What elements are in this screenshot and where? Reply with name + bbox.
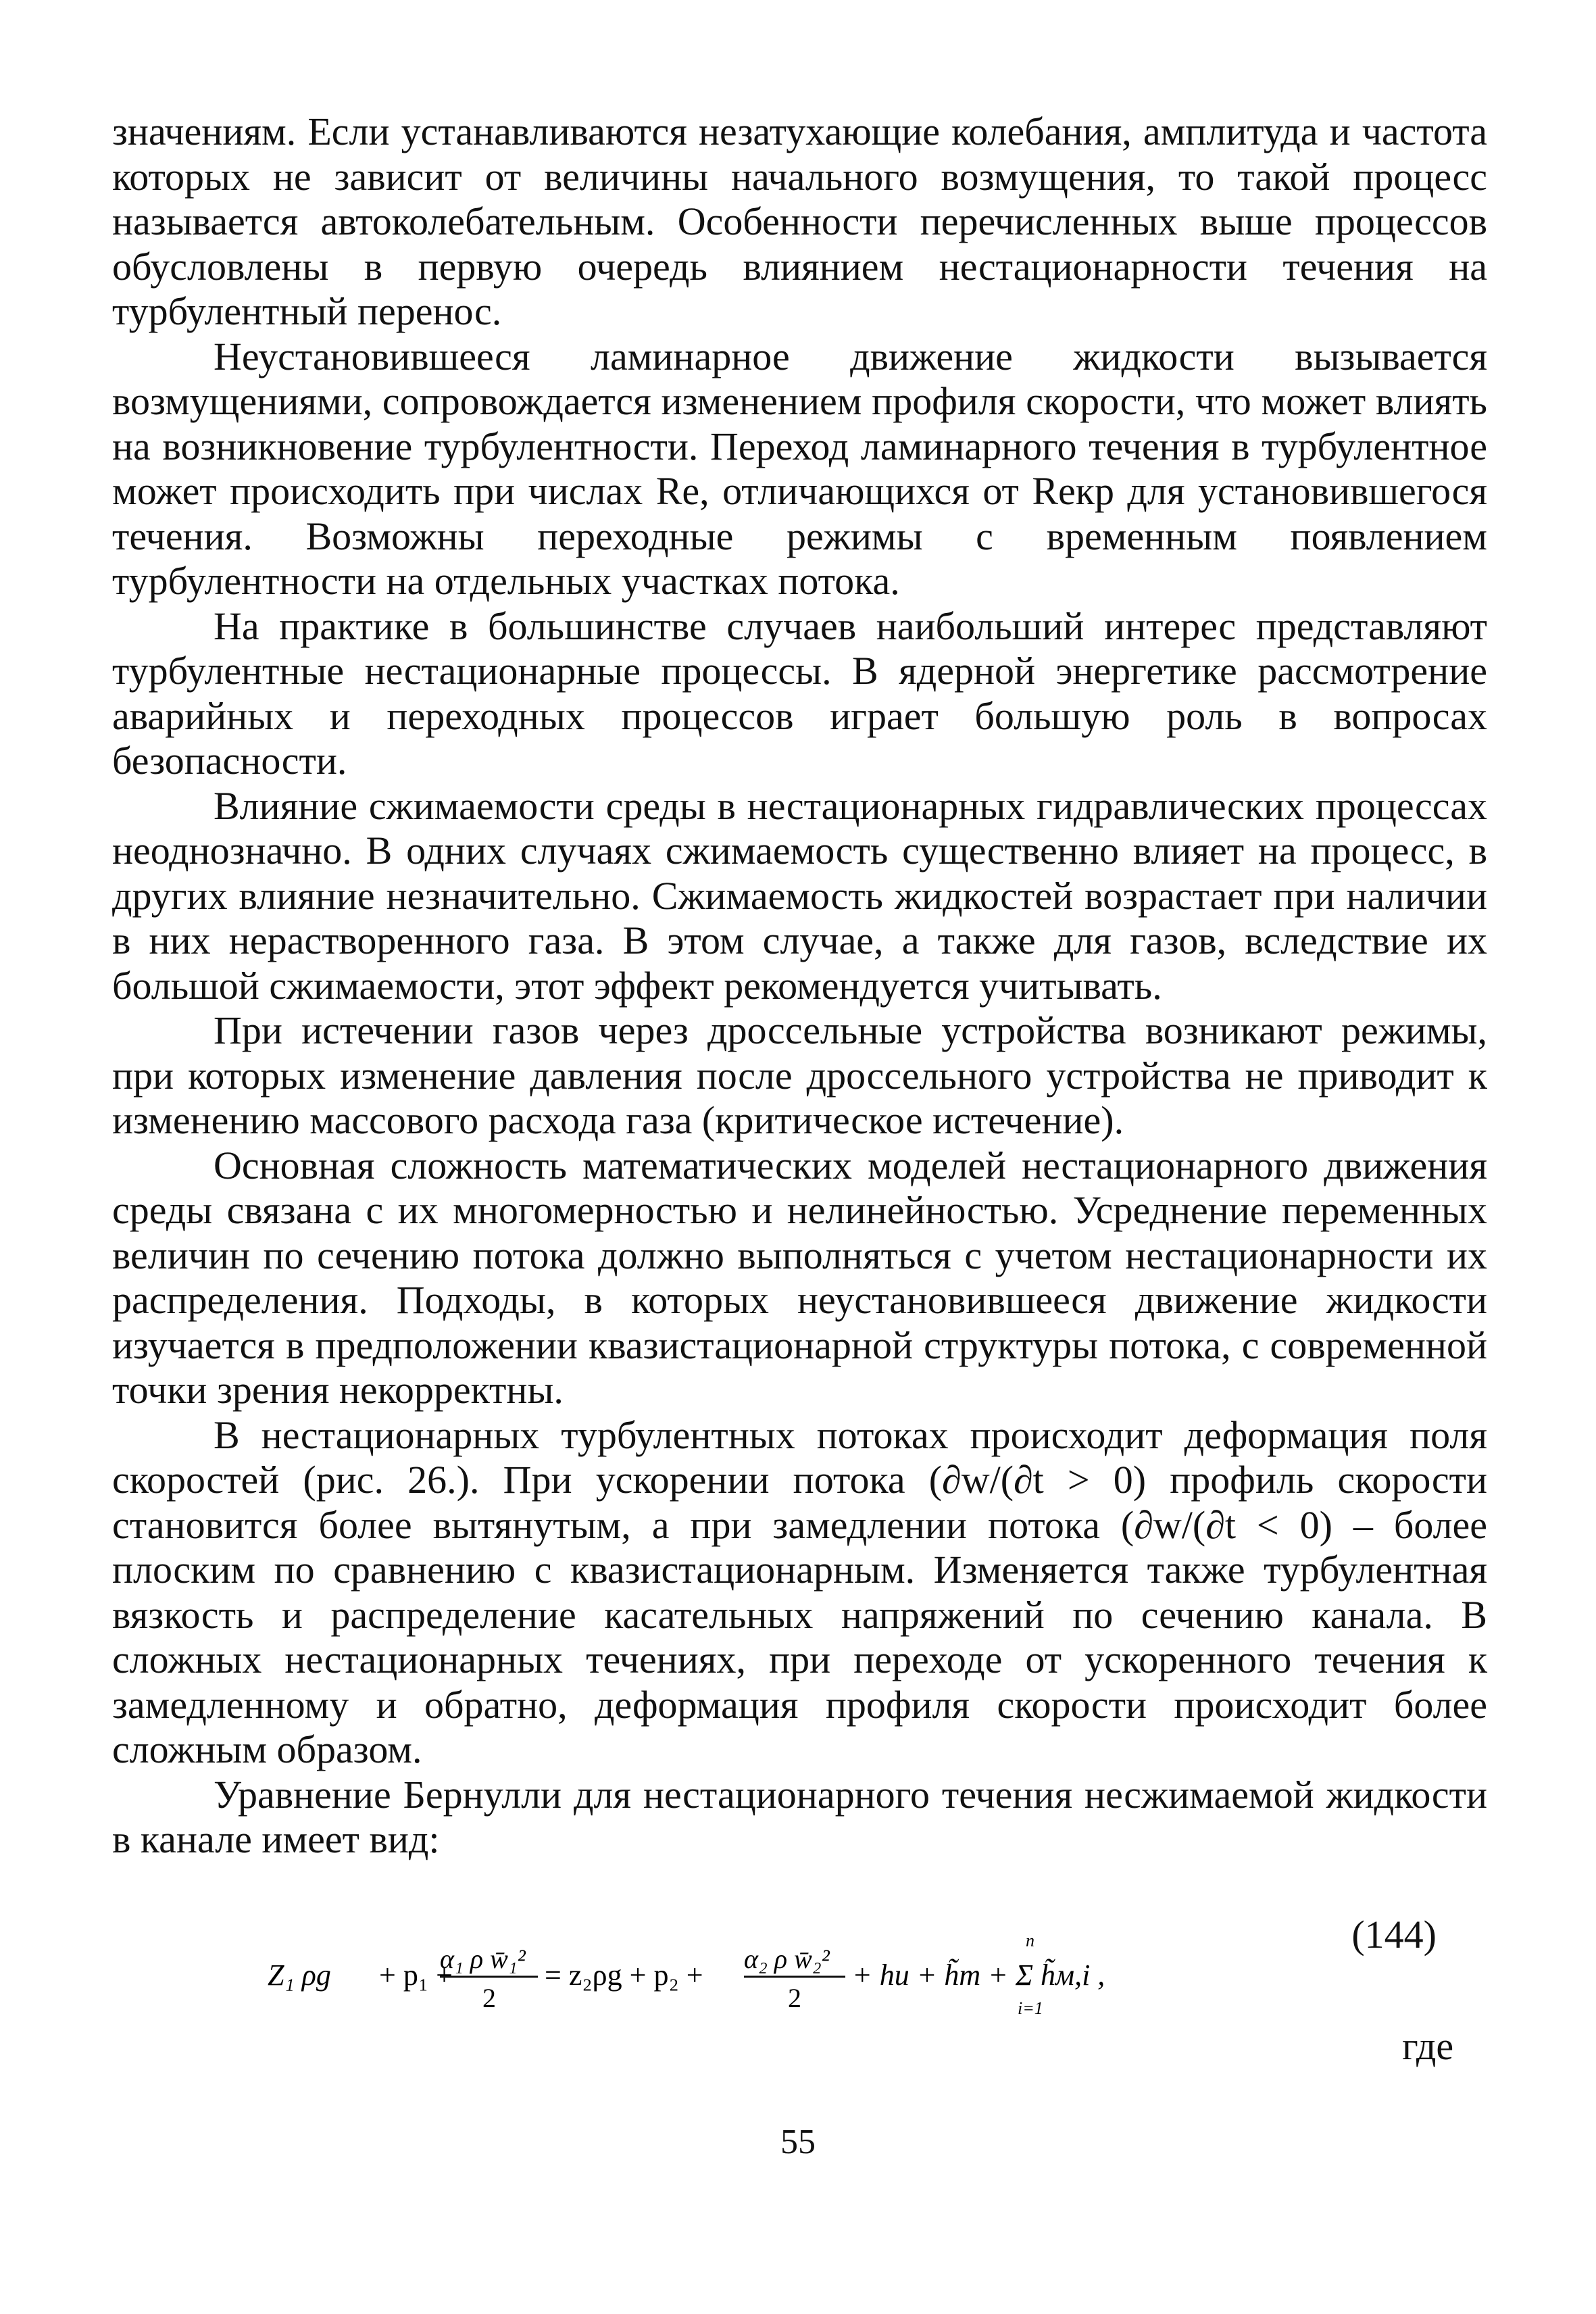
where-word: где	[1402, 2024, 1454, 2068]
paragraph: Неустановившееся ламинарное движение жидкости вызывается возмущениями, сопровождается изменением профиля скорости, что может влиять на возникновение турбулентности. Переход ламинарного течения в турбулентное может происходить при числах Re, отличающихся от Reкр для установившегося течения. Возможны переходные режимы с временным появлением турбулентности на отдельных участках потока.	[112, 334, 1487, 603]
eq-plus1: + p₁ +	[379, 1959, 453, 1992]
eq-sum-top: n	[1026, 1931, 1034, 1950]
eq-frac2-den: 2	[788, 1983, 801, 2013]
paragraph: При истечении газов через дроссельные устройства возникают режимы, при которых изменение давления после дроссельного устройства не приводит к изменению массового расхода газа (критическое истечение).	[112, 1008, 1487, 1142]
eq-middle: = z₂ρg + p₂ +	[545, 1959, 703, 1992]
paragraph: На практике в большинстве случаев наибольший интерес представляют турбулентные нестационарные процессы. В ядерной энергетике рассмотрение аварийных и переходных процессов играет большую роль в вопросах безопасности.	[112, 604, 1487, 783]
eq-lhs: Z₁ ρg	[268, 1959, 331, 1992]
paragraph: Основная сложность математических моделей нестационарного движения среды связана с их многомерностью и нелинейностью. Усреднение переменных величин по сечению потока должно выполняться с учетом нестационарности их распределения. Подходы, в которых неустановившееся движение жидкости изучается в предположении квазистационарной структуры потока, с современной точки зрения некорректны.	[112, 1143, 1487, 1412]
bernoulli-equation	[112, 1913, 1487, 2048]
paragraph: Уравнение Бернулли для нестационарного течения несжимаемой жидкости в канале имеет вид:	[112, 1772, 1487, 1861]
eq-tail: + hи + h̃т + Σ h̃м,i ,	[852, 1959, 1105, 1992]
paragraph: значениям. Если устанавливаются незатухающие колебания, амплитуда и частота которых не зависит от величины начального возмущения, то такой процесс называется автоколебательным. Особенности перечисленных выше процессов обусловлены в первую очередь влиянием нестационарности течения на турбулентный перенос.	[112, 109, 1487, 333]
body-text	[112, 109, 1487, 1863]
paragraph: Влияние сжимаемости среды в нестационарных гидравлических процессах неоднозначно. В одних случаях сжимаемость существенно влияет на процесс, в других влияние незначительно. Сжимаемость жидкостей возрастает при наличии в них нерастворенного газа. В этом случае, а также для газов, вследствие их большой сжимаемости, этот эффект рекомендуется учитывать.	[112, 783, 1487, 1008]
eq-frac2-num: α₂ ρ w̄₂²	[744, 1944, 830, 1974]
paragraph: В нестационарных турбулентных потоках происходит деформация поля скоростей (рис. 26.). При ускорении потока (∂w/(∂t > 0) профиль скорости становится более вытянутым, а при замедлении потока (∂w/(∂t < 0) – более плоским по сравнению с квазистационарным. Изменяется также турбулентная вязкость и распределение касательных напряжений по сечению канала. В сложных нестационарных течениях, при переходе от ускоренного течения к замедленному и обратно, деформация профиля скорости происходит более сложным образом.	[112, 1412, 1487, 1771]
equation-number: (144)	[1351, 1913, 1437, 1956]
page-number: 55	[780, 2123, 816, 2161]
eq-frac1-num: α₁ ρ w̄₁²	[440, 1944, 526, 1974]
eq-sum-bottom: i=1	[1018, 1998, 1043, 2018]
equation-formula	[112, 1913, 1396, 2048]
eq-frac1-den: 2	[482, 1983, 496, 2013]
